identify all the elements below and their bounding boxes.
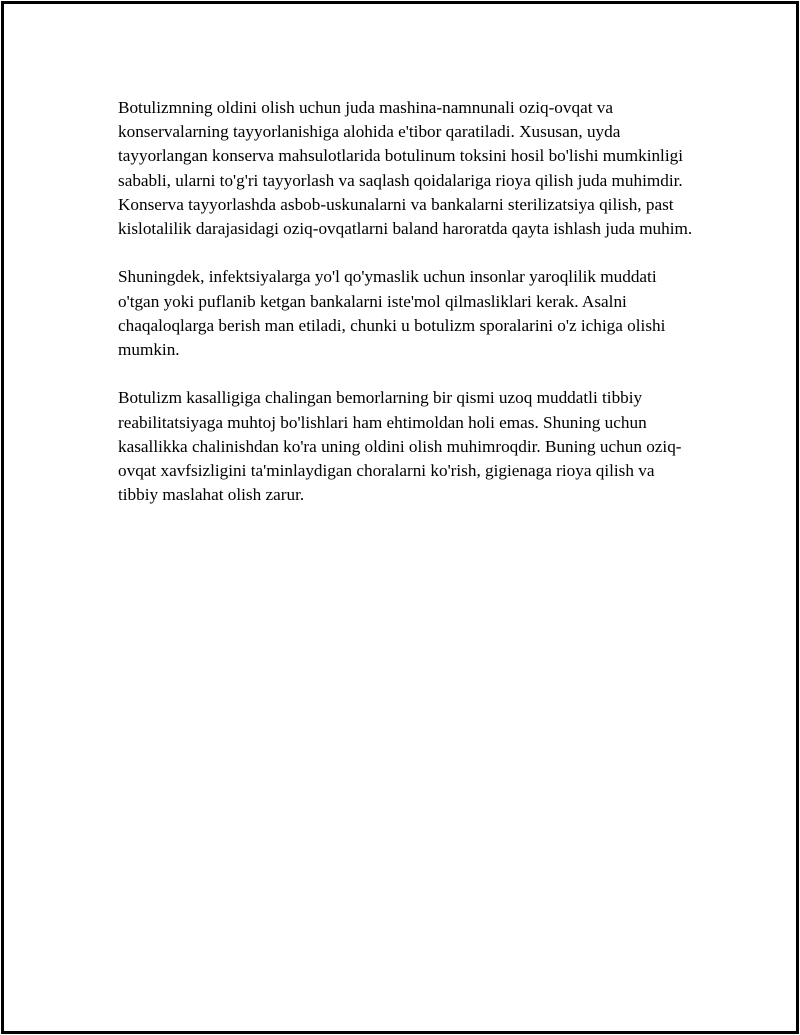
- document-body: [118, 96, 693, 532]
- paragraph-1: Botulizmning oldini olish uchun juda mashina-namnunali oziq-ovqat va konservalarning tayyorlanishiga alohida e'tibor qaratiladi. Xususan, uyda tayyorlangan konserva mahsulotlarida botulinum toksini hosil bo'lishi mumkinligi sababli, ularni to'g'ri tayyorlash va saqlash qoidalariga rioya qilish juda muhimdir. Konserva tayyorlashda asbob-uskunalarni va bankalarni sterilizatsiya qilish, past kislotalilik darajasidagi oziq-ovqatlarni baland haroratda qayta ishlash juda muhim.: [118, 98, 693, 239]
- paragraph-2: Shuningdek, infektsiyalarga yo'l qo'ymaslik uchun insonlar yaroqlilik muddati o'tgan yoki puflanib ketgan bankalarni iste'mol qilmasliklari kerak. Asalni chaqaloqlarga berish man etiladi, chunki u botulizm sporalarini o'z ichiga olishi mumkin.: [118, 267, 666, 360]
- paragraph-3: Botulizm kasalligiga chalingan bemorlarning bir qismi uzoq muddatli tibbiy reabilitatsiyaga muhtoj bo'lishlari ham ehtimoldan holi emas. Shuning uchun kasallikka chalinishdan ko'ra uning oldini olish muhimroqdir. Buning uchun oziq-ovqat xavfsizligini ta'minlaydigan choralarni ko'rish, gigienaga rioya qilish va tibbiy maslahat olish zarur.: [118, 388, 682, 505]
- page-frame: [1, 1, 799, 1034]
